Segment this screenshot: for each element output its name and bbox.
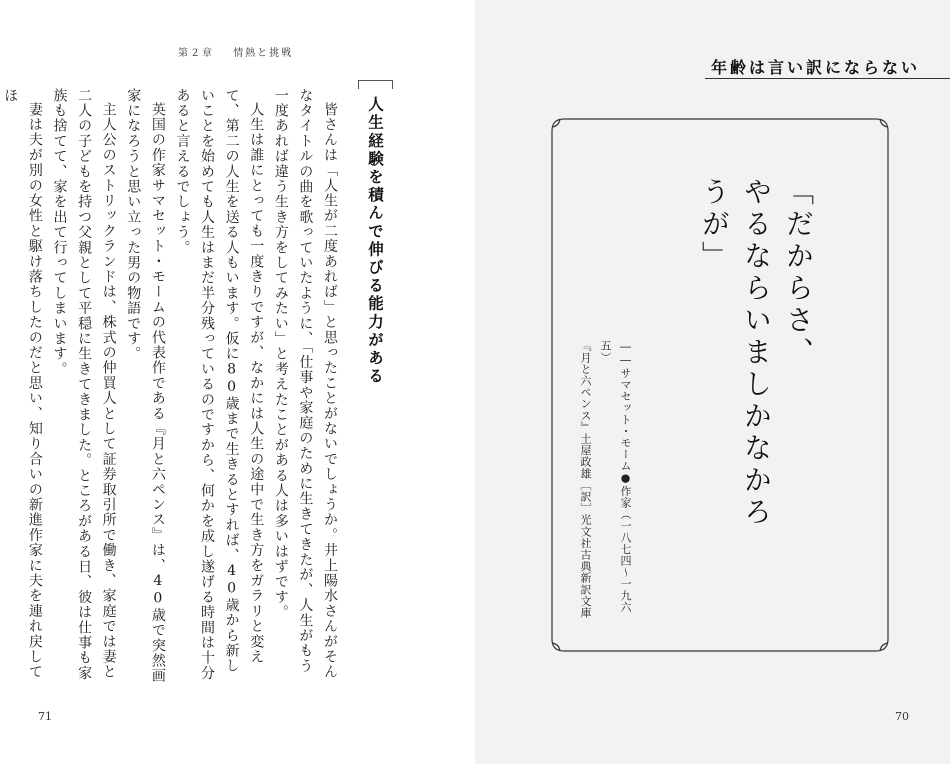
attribution-source: 『月と六ペンス』土屋政雄［訳］光文社古典新訳文庫 bbox=[579, 340, 592, 619]
paragraph: 皆さんは「人生が二度あれば」と思ったことがないでしょうか。井上陽水さんがそんなタイトルの曲を歌っていたように、「仕事や家庭のために生きてきたが、人生がもう一度あれば違う生き方をしてみたい」と考えたことがある人は多いはずです。 bbox=[272, 88, 338, 680]
paragraph: 主人公のストリックランドは、株式の仲買人として証券取引所で働き、家庭では妻と二人の子どもを持つ父親として平穏に生きてきました。ところがある日、彼は仕事も家族も捨てて、家を出て行ってしまいます。 bbox=[51, 88, 117, 681]
paragraph: 妻は夫が別の女性と駆け落ちしたのだと思い、知り合いの新進作家に夫を連れ戻してほ bbox=[2, 88, 43, 680]
section-heading: 人生経験を積んで伸びる能力がある bbox=[366, 96, 384, 386]
running-head bbox=[178, 44, 307, 59]
chapter-title: 情熱と挑戦 bbox=[233, 48, 294, 59]
section-title: 年齢は言い訳にならない bbox=[711, 58, 921, 77]
body-text bbox=[0, 88, 342, 688]
quote-line: 「だからさ、 bbox=[782, 177, 815, 369]
paragraph: 人生は誰にとっても一度きりですが、なかには人生の途中で生き方をガラリと変えて、第二の人生を送る人もいます。仮に80歳まで生きるとすれば、40歳から新しいことを始めても人生はまだ半分残っているのですから、何かを成し遂げる時間は十分あると言えるでしょう。 bbox=[174, 88, 265, 681]
heading-mark bbox=[358, 80, 393, 89]
attribution bbox=[575, 340, 635, 620]
page-number: 71 bbox=[38, 710, 52, 723]
paragraph: 英国の作家サマセット・モームの代表作である『月と六ペンス』は、40歳で突然画家になろうと思い立った男の物語です。 bbox=[125, 88, 166, 684]
page-number: 70 bbox=[895, 710, 909, 723]
quote-line: やるならいましかなかろうが」 bbox=[698, 177, 773, 529]
right-page bbox=[475, 0, 950, 764]
quote bbox=[693, 177, 819, 537]
chapter-number: 第２章 bbox=[178, 48, 214, 59]
attribution-author: ――サマセット・モーム●作家（一八七四〜一九六五） bbox=[599, 340, 632, 613]
title-rule bbox=[705, 78, 950, 79]
